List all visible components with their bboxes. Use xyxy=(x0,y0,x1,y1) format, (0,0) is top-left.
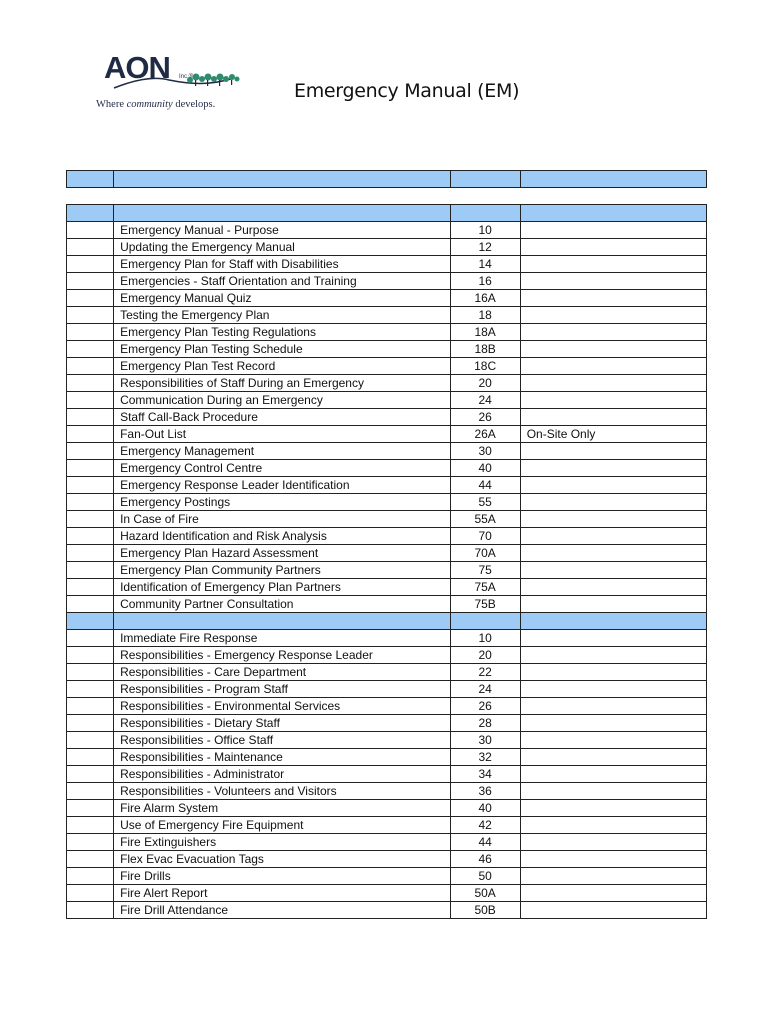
row-note-cell xyxy=(520,443,706,460)
toc-header-row xyxy=(67,171,707,188)
row-page-cell: 34 xyxy=(450,766,520,783)
table-row xyxy=(67,341,707,358)
row-blank-cell xyxy=(67,630,114,647)
table-row xyxy=(67,562,707,579)
table-row xyxy=(67,834,707,851)
row-note-cell xyxy=(520,545,706,562)
row-page-cell: 10 xyxy=(450,630,520,647)
row-page-cell: 40 xyxy=(450,800,520,817)
table-row xyxy=(67,545,707,562)
row-note-cell xyxy=(520,715,706,732)
logo-wordmark: AON xyxy=(104,50,170,85)
row-page-cell: 55 xyxy=(450,494,520,511)
row-note-cell xyxy=(520,851,706,868)
table-row xyxy=(67,324,707,341)
row-blank-cell xyxy=(67,528,114,545)
row-title-cell: Fire Drills xyxy=(114,868,451,885)
row-page-cell: 30 xyxy=(450,443,520,460)
row-title-cell: Emergency Manual Quiz xyxy=(114,290,451,307)
row-title-cell: Responsibilities - Office Staff xyxy=(114,732,451,749)
row-blank-cell xyxy=(67,579,114,596)
table-row xyxy=(67,715,707,732)
table-row xyxy=(67,664,707,681)
row-blank-cell xyxy=(67,222,114,239)
table-row xyxy=(67,392,707,409)
row-title-cell: Responsibilities - Environmental Services xyxy=(114,698,451,715)
table-row xyxy=(67,630,707,647)
table-row xyxy=(67,494,707,511)
row-blank-cell xyxy=(67,783,114,800)
row-note-cell xyxy=(520,409,706,426)
table-row xyxy=(67,596,707,613)
row-blank-cell xyxy=(67,545,114,562)
row-blank-cell xyxy=(67,307,114,324)
section-header-row xyxy=(67,613,707,630)
row-blank-cell xyxy=(67,358,114,375)
row-page-cell: 18B xyxy=(450,341,520,358)
row-page-cell: 14 xyxy=(450,256,520,273)
row-note-cell xyxy=(520,885,706,902)
row-blank-cell xyxy=(67,732,114,749)
row-note-cell xyxy=(520,256,706,273)
row-title-cell: Updating the Emergency Manual xyxy=(114,239,451,256)
row-title-cell: Responsibilities - Volunteers and Visitors xyxy=(114,783,451,800)
row-title-cell: Responsibilities - Maintenance xyxy=(114,749,451,766)
row-note-cell xyxy=(520,664,706,681)
row-note-cell xyxy=(520,681,706,698)
row-title-cell: Emergency Plan Testing Regulations xyxy=(114,324,451,341)
row-note-cell xyxy=(520,834,706,851)
section-header-row xyxy=(67,205,707,222)
section-header-cell xyxy=(450,613,520,630)
row-blank-cell xyxy=(67,596,114,613)
row-page-cell: 44 xyxy=(450,477,520,494)
row-page-cell: 24 xyxy=(450,681,520,698)
row-title-cell: Fire Alert Report xyxy=(114,885,451,902)
row-note-cell xyxy=(520,528,706,545)
row-page-cell: 75 xyxy=(450,562,520,579)
row-page-cell: 36 xyxy=(450,783,520,800)
table-row xyxy=(67,817,707,834)
row-blank-cell xyxy=(67,511,114,528)
section-header-cell xyxy=(520,613,706,630)
row-blank-cell xyxy=(67,817,114,834)
row-note-cell xyxy=(520,783,706,800)
row-note-cell xyxy=(520,749,706,766)
row-title-cell: In Case of Fire xyxy=(114,511,451,528)
row-title-cell: Community Partner Consultation xyxy=(114,596,451,613)
table-row xyxy=(67,902,707,919)
table-row xyxy=(67,409,707,426)
row-page-cell: 75B xyxy=(450,596,520,613)
table-row xyxy=(67,868,707,885)
row-title-cell: Fire Extinguishers xyxy=(114,834,451,851)
row-blank-cell xyxy=(67,664,114,681)
row-blank-cell xyxy=(67,477,114,494)
row-page-cell: 20 xyxy=(450,375,520,392)
table-row xyxy=(67,443,707,460)
row-page-cell: 75A xyxy=(450,579,520,596)
section-header-cell xyxy=(67,613,114,630)
row-note-cell xyxy=(520,647,706,664)
row-title-cell: Emergency Plan Hazard Assessment xyxy=(114,545,451,562)
row-blank-cell xyxy=(67,392,114,409)
row-blank-cell xyxy=(67,834,114,851)
row-title-cell: Emergency Plan Test Record xyxy=(114,358,451,375)
row-note-cell: On-Site Only xyxy=(520,426,706,443)
row-title-cell: Emergency Plan for Staff with Disabilities xyxy=(114,256,451,273)
row-title-cell: Use of Emergency Fire Equipment xyxy=(114,817,451,834)
row-title-cell: Responsibilities - Administrator xyxy=(114,766,451,783)
row-blank-cell xyxy=(67,647,114,664)
table-row xyxy=(67,766,707,783)
row-page-cell: 44 xyxy=(450,834,520,851)
section-header-cell xyxy=(67,205,114,222)
row-note-cell xyxy=(520,392,706,409)
row-page-cell: 55A xyxy=(450,511,520,528)
table-row xyxy=(67,698,707,715)
table-row xyxy=(67,579,707,596)
document-title: Emergency Manual (EM) xyxy=(294,80,520,102)
row-blank-cell xyxy=(67,698,114,715)
table-row xyxy=(67,375,707,392)
row-page-cell: 46 xyxy=(450,851,520,868)
table-row xyxy=(67,783,707,800)
row-blank-cell xyxy=(67,715,114,732)
row-blank-cell xyxy=(67,460,114,477)
table-row xyxy=(67,426,707,443)
header-cell xyxy=(450,171,520,188)
row-note-cell xyxy=(520,494,706,511)
row-page-cell: 50A xyxy=(450,885,520,902)
toc-table xyxy=(66,204,707,919)
row-title-cell: Emergencies - Staff Orientation and Training xyxy=(114,273,451,290)
logo-tagline: Where community develops. xyxy=(96,99,216,110)
logo-registered-mark: Inc.® xyxy=(179,74,194,80)
row-note-cell xyxy=(520,239,706,256)
row-page-cell: 10 xyxy=(450,222,520,239)
row-title-cell: Fire Drill Attendance xyxy=(114,902,451,919)
row-blank-cell xyxy=(67,868,114,885)
row-title-cell: Fire Alarm System xyxy=(114,800,451,817)
row-title-cell: Testing the Emergency Plan xyxy=(114,307,451,324)
row-page-cell: 50 xyxy=(450,868,520,885)
table-row xyxy=(67,239,707,256)
header-cell xyxy=(114,171,451,188)
row-blank-cell xyxy=(67,426,114,443)
row-page-cell: 18A xyxy=(450,324,520,341)
table-row xyxy=(67,290,707,307)
section-header-cell xyxy=(520,205,706,222)
section-header-cell xyxy=(450,205,520,222)
row-blank-cell xyxy=(67,681,114,698)
toc-header-table xyxy=(66,170,707,188)
row-page-cell: 26 xyxy=(450,409,520,426)
table-row xyxy=(67,256,707,273)
table-row xyxy=(67,477,707,494)
table-row xyxy=(67,528,707,545)
row-page-cell: 20 xyxy=(450,647,520,664)
row-note-cell xyxy=(520,273,706,290)
row-page-cell: 18C xyxy=(450,358,520,375)
row-page-cell: 70 xyxy=(450,528,520,545)
row-blank-cell xyxy=(67,562,114,579)
row-note-cell xyxy=(520,596,706,613)
row-page-cell: 40 xyxy=(450,460,520,477)
row-blank-cell xyxy=(67,409,114,426)
row-blank-cell xyxy=(67,324,114,341)
row-title-cell: Responsibilities of Staff During an Emergency xyxy=(114,375,451,392)
row-note-cell xyxy=(520,562,706,579)
table-row xyxy=(67,273,707,290)
table-row xyxy=(67,460,707,477)
table-row xyxy=(67,732,707,749)
table-row xyxy=(67,222,707,239)
row-title-cell: Responsibilities - Care Department xyxy=(114,664,451,681)
row-note-cell xyxy=(520,732,706,749)
header-cell xyxy=(67,171,114,188)
row-note-cell xyxy=(520,290,706,307)
row-title-cell: Emergency Response Leader Identification xyxy=(114,477,451,494)
row-note-cell xyxy=(520,817,706,834)
table-row xyxy=(67,511,707,528)
row-note-cell xyxy=(520,766,706,783)
row-page-cell: 16A xyxy=(450,290,520,307)
section-header-cell xyxy=(114,205,451,222)
row-page-cell: 22 xyxy=(450,664,520,681)
row-note-cell xyxy=(520,477,706,494)
row-blank-cell xyxy=(67,766,114,783)
row-note-cell xyxy=(520,341,706,358)
row-title-cell: Responsibilities - Program Staff xyxy=(114,681,451,698)
row-note-cell xyxy=(520,579,706,596)
row-blank-cell xyxy=(67,443,114,460)
table-row xyxy=(67,749,707,766)
row-title-cell: Emergency Manual - Purpose xyxy=(114,222,451,239)
row-page-cell: 26A xyxy=(450,426,520,443)
row-title-cell: Emergency Plan Community Partners xyxy=(114,562,451,579)
row-blank-cell xyxy=(67,375,114,392)
row-note-cell xyxy=(520,358,706,375)
table-row xyxy=(67,358,707,375)
row-page-cell: 50B xyxy=(450,902,520,919)
row-title-cell: Emergency Postings xyxy=(114,494,451,511)
row-page-cell: 70A xyxy=(450,545,520,562)
table-row xyxy=(67,681,707,698)
row-blank-cell xyxy=(67,749,114,766)
row-title-cell: Emergency Plan Testing Schedule xyxy=(114,341,451,358)
row-title-cell: Responsibilities - Dietary Staff xyxy=(114,715,451,732)
row-blank-cell xyxy=(67,239,114,256)
row-title-cell: Flex Evac Evacuation Tags xyxy=(114,851,451,868)
row-note-cell xyxy=(520,511,706,528)
row-page-cell: 30 xyxy=(450,732,520,749)
row-page-cell: 42 xyxy=(450,817,520,834)
row-note-cell xyxy=(520,460,706,477)
row-note-cell xyxy=(520,375,706,392)
row-blank-cell xyxy=(67,494,114,511)
row-note-cell xyxy=(520,630,706,647)
row-blank-cell xyxy=(67,290,114,307)
row-page-cell: 12 xyxy=(450,239,520,256)
table-row xyxy=(67,851,707,868)
row-page-cell: 18 xyxy=(450,307,520,324)
row-title-cell: Emergency Management xyxy=(114,443,451,460)
row-title-cell: Emergency Control Centre xyxy=(114,460,451,477)
row-page-cell: 28 xyxy=(450,715,520,732)
row-title-cell: Immediate Fire Response xyxy=(114,630,451,647)
row-note-cell xyxy=(520,868,706,885)
row-blank-cell xyxy=(67,851,114,868)
row-title-cell: Hazard Identification and Risk Analysis xyxy=(114,528,451,545)
table-row xyxy=(67,800,707,817)
row-title-cell: Fan-Out List xyxy=(114,426,451,443)
row-blank-cell xyxy=(67,885,114,902)
table-row xyxy=(67,885,707,902)
row-title-cell: Communication During an Emergency xyxy=(114,392,451,409)
row-note-cell xyxy=(520,698,706,715)
row-blank-cell xyxy=(67,341,114,358)
row-title-cell: Staff Call-Back Procedure xyxy=(114,409,451,426)
row-note-cell xyxy=(520,307,706,324)
row-title-cell: Identification of Emergency Plan Partners xyxy=(114,579,451,596)
table-row xyxy=(67,307,707,324)
row-title-cell: Responsibilities - Emergency Response Leader xyxy=(114,647,451,664)
row-note-cell xyxy=(520,222,706,239)
row-note-cell xyxy=(520,324,706,341)
section-header-cell xyxy=(114,613,451,630)
row-page-cell: 26 xyxy=(450,698,520,715)
row-note-cell xyxy=(520,902,706,919)
row-page-cell: 32 xyxy=(450,749,520,766)
table-row xyxy=(67,647,707,664)
row-page-cell: 16 xyxy=(450,273,520,290)
row-note-cell xyxy=(520,800,706,817)
header-cell xyxy=(520,171,706,188)
row-page-cell: 24 xyxy=(450,392,520,409)
row-blank-cell xyxy=(67,800,114,817)
row-blank-cell xyxy=(67,902,114,919)
row-blank-cell xyxy=(67,273,114,290)
row-blank-cell xyxy=(67,256,114,273)
